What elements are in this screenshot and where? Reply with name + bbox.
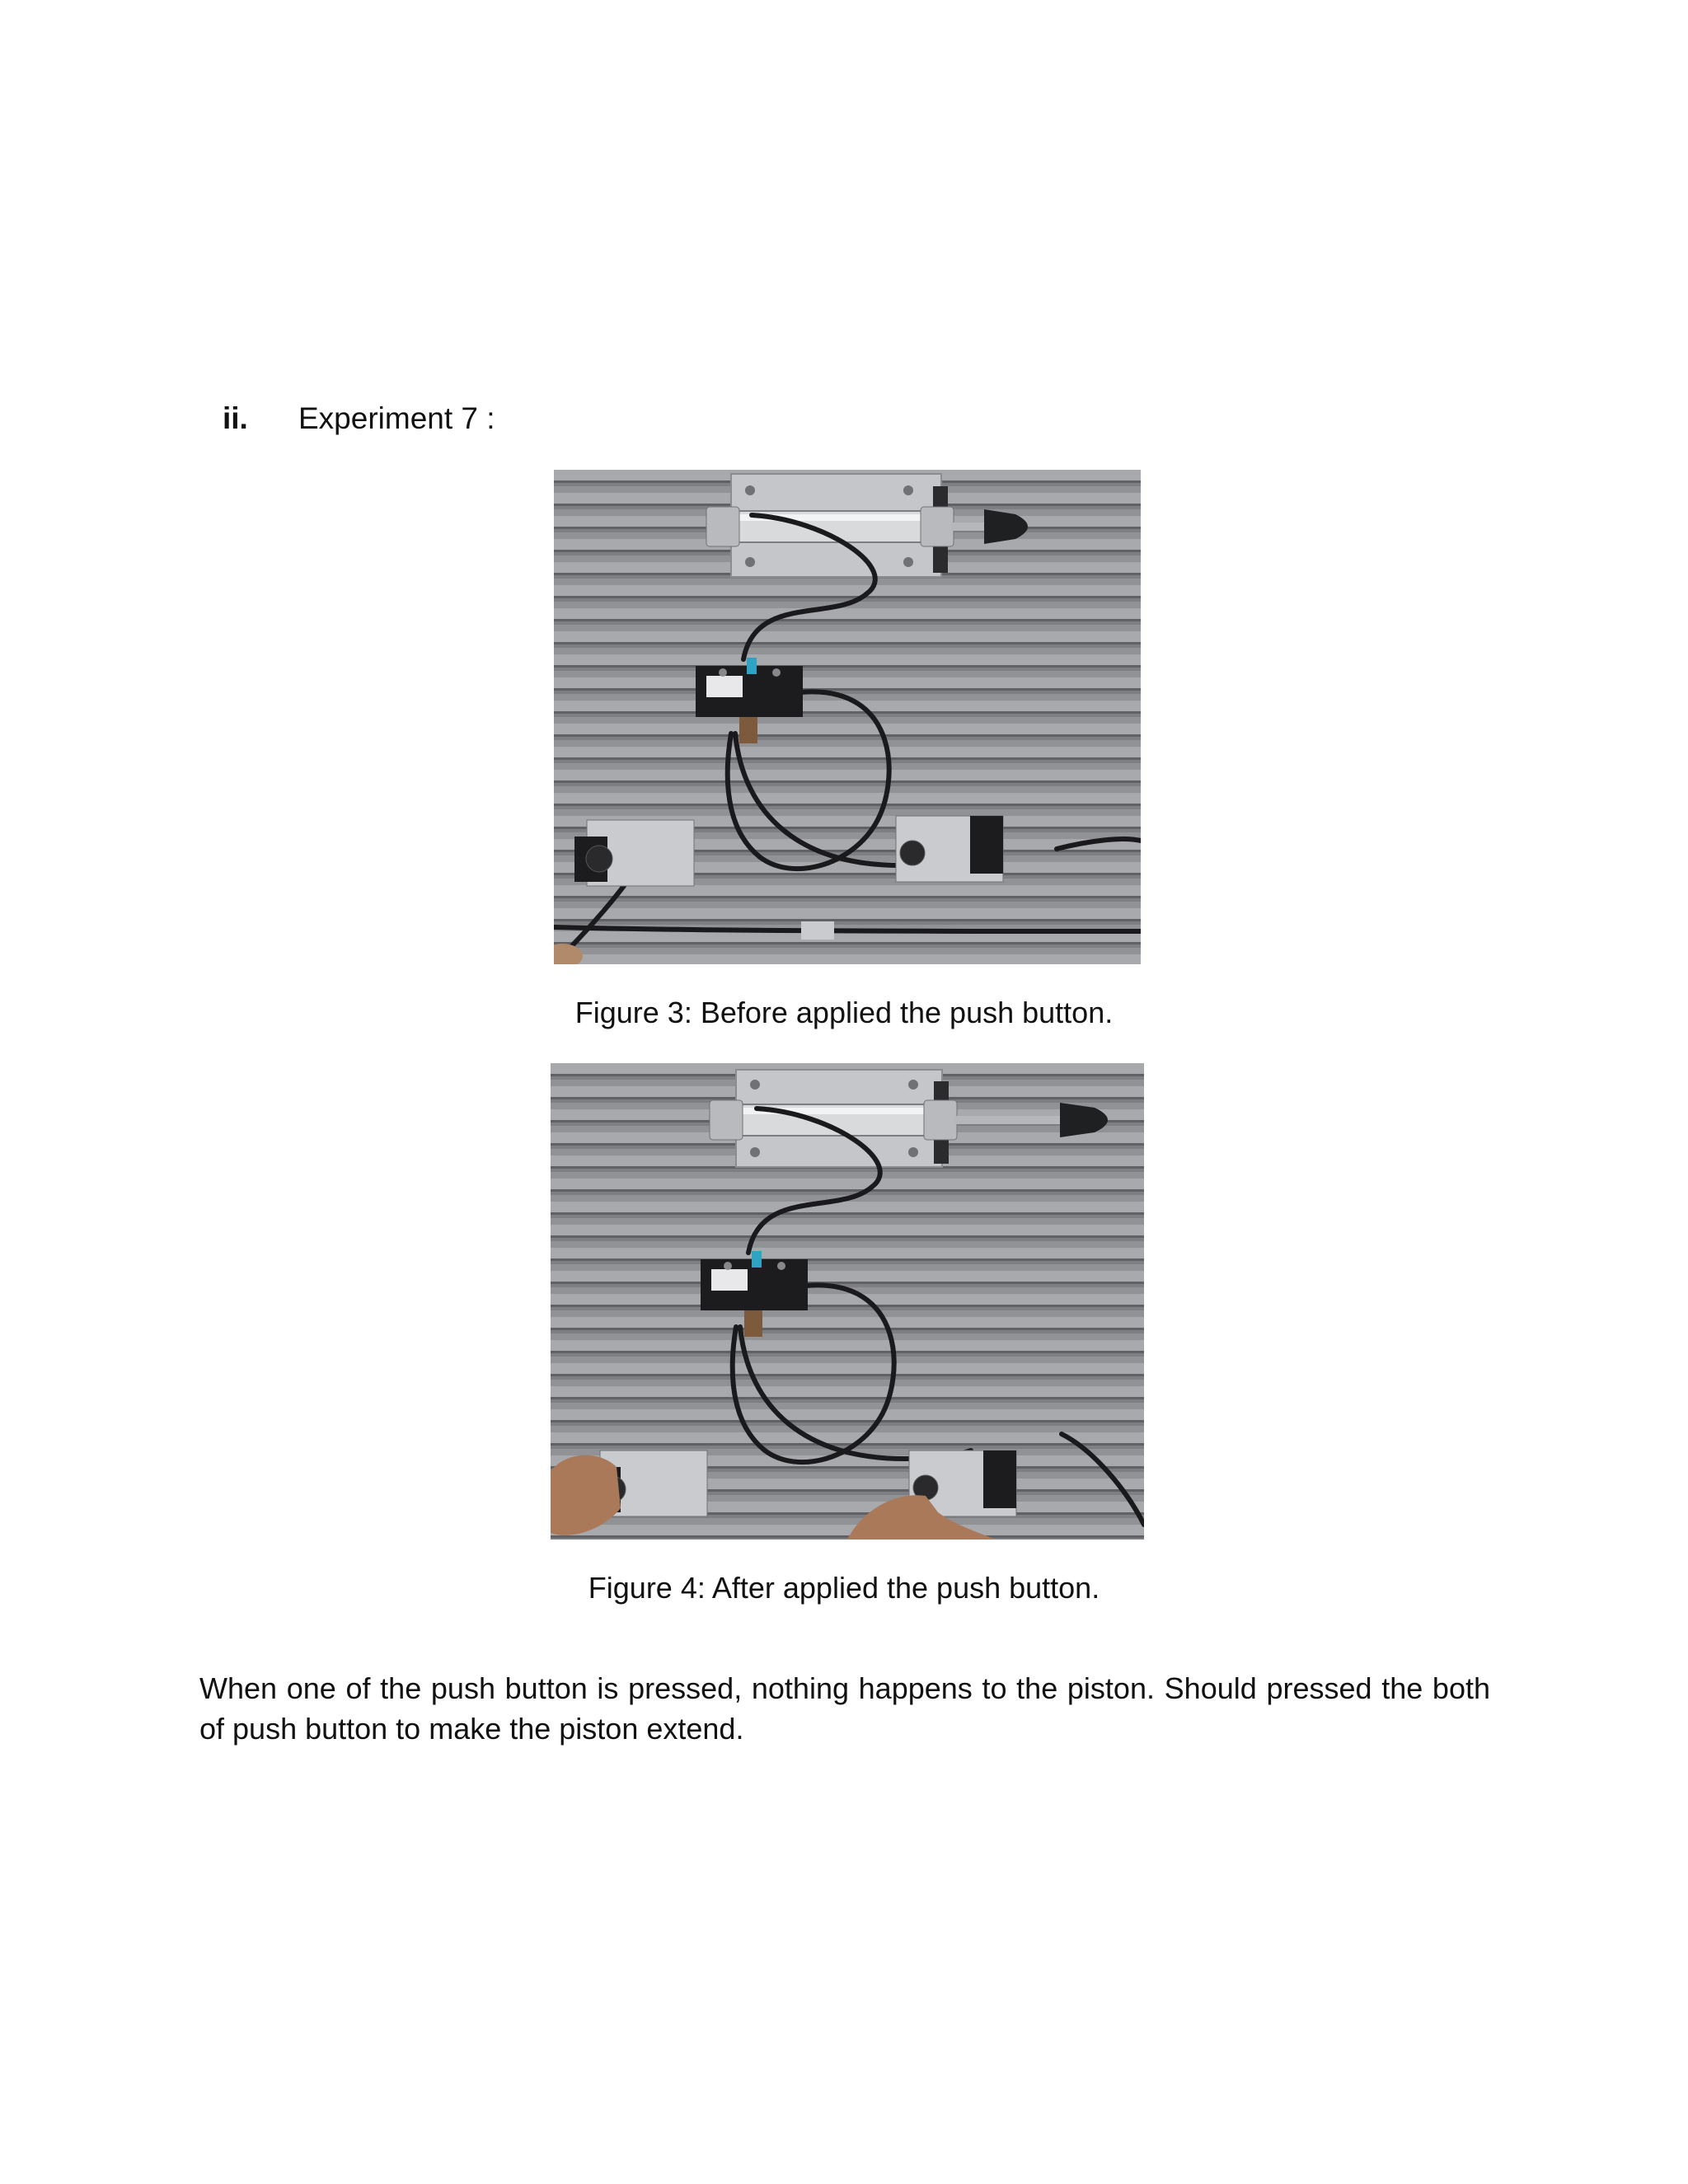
- figure-4-photo: [551, 1063, 1144, 1540]
- push-button-right: [896, 816, 1003, 882]
- figure-4-caption: Figure 4: After applied the push button.: [588, 1571, 1100, 1605]
- section-title: Experiment 7 :: [298, 401, 495, 435]
- section-number: ii.: [223, 401, 248, 435]
- section-heading: [223, 399, 495, 438]
- body-paragraph: When one of the push button is pressed, nothing happens to the piston. Should pressed the both of push button to make the piston extend.: [199, 1671, 1490, 1746]
- push-button-left: [574, 820, 694, 886]
- pneumatic-cylinder: [706, 507, 954, 546]
- figure-3-caption: Figure 3: Before applied the push button.: [574, 996, 1114, 1029]
- pneumatic-cylinder: [710, 1100, 957, 1140]
- figure-3-photo: [554, 470, 1141, 964]
- tee-connector: [801, 921, 834, 940]
